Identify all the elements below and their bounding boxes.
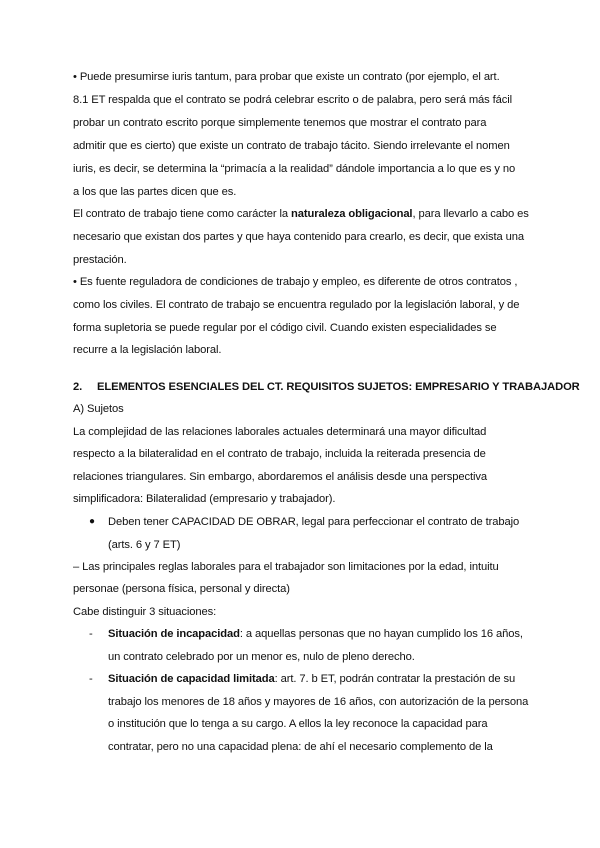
paragraph-line: probar un contrato escrito porque simplemente tenemos que mostrar el contrato para bbox=[73, 117, 487, 129]
text-run: El contrato de trabajo tiene como carácter la bbox=[73, 208, 292, 220]
paragraph-line: relaciones triangulares. Sin embargo, abordaremos el análisis desde una perspectiva bbox=[73, 471, 487, 483]
bullet-text: (arts. 6 y 7 ET) bbox=[108, 539, 181, 551]
section-number: 2. bbox=[73, 381, 83, 393]
bold-term: naturaleza obligacional bbox=[291, 208, 413, 220]
paragraph-line: iuris, es decir, se determina la “primacía a la realidad” dándole importancia a lo que es y no bbox=[73, 163, 516, 175]
dash-marker: - bbox=[89, 673, 93, 685]
text-run: , para llevarlo a cabo es bbox=[412, 208, 529, 220]
paragraph-line: admitir que es cierto) que existe un contrato de trabajo tácito. Siendo irrelevante el nomen bbox=[73, 140, 510, 152]
paragraph-line: • Es fuente reguladora de condiciones de trabajo y empleo, es diferente de otros contratos , bbox=[73, 276, 518, 288]
paragraph-line: como los civiles. El contrato de trabajo se encuentra regulado por la legislación laboral, y de bbox=[73, 299, 520, 311]
subheading: A) Sujetos bbox=[73, 403, 124, 415]
text-run: : a aquellas personas que no hayan cumplido los 16 años, bbox=[239, 628, 523, 640]
section-title: ELEMENTOS ESENCIALES DEL CT. REQUISITOS SUJETOS: EMPRESARIO Y TRABAJADOR bbox=[97, 381, 580, 393]
list-item bbox=[108, 672, 515, 686]
text-run: : art. 7. b ET, podrán contratar la prestación de su bbox=[274, 673, 516, 685]
paragraph-line: • Puede presumirse iuris tantum, para probar que existe un contrato (por ejemplo, el art. bbox=[73, 71, 500, 83]
paragraph-line: necesario que existan dos partes y que haya contenido para crearlo, es decir, que exista una bbox=[73, 231, 525, 243]
list-item bbox=[108, 627, 523, 641]
paragraph-line: – Las principales reglas laborales para el trabajador son limitaciones por la edad, intuitu bbox=[73, 561, 499, 573]
list-item-line: contratar, pero no una capacidad plena: de ahí el necesario complemento de la bbox=[108, 741, 493, 753]
bullet-icon: ● bbox=[89, 516, 95, 527]
dash-marker: - bbox=[89, 628, 93, 640]
list-item-line: un contrato celebrado por un menor es, nulo de pleno derecho. bbox=[108, 651, 415, 663]
paragraph-line: simplificadora: Bilateralidad (empresario y trabajador). bbox=[73, 493, 336, 505]
paragraph-line: Cabe distinguir 3 situaciones: bbox=[73, 606, 217, 618]
paragraph-line: a los que las partes dicen que es. bbox=[73, 186, 237, 198]
bullet-text: Deben tener CAPACIDAD DE OBRAR, legal para perfeccionar el contrato de trabajo bbox=[108, 516, 520, 528]
paragraph-line: respecto a la bilateralidad en el contrato de trabajo, incluida la reiterada presencia de bbox=[73, 448, 486, 460]
paragraph-line: prestación. bbox=[73, 254, 127, 266]
paragraph-line bbox=[73, 207, 529, 221]
paragraph-line: recurre a la legislación laboral. bbox=[73, 344, 222, 356]
bold-term: Situación de capacidad limitada bbox=[108, 673, 275, 685]
paragraph-line: 8.1 ET respalda que el contrato se podrá celebrar escrito o de palabra, pero será más fácil bbox=[73, 94, 513, 106]
list-item-line: o institución que lo tenga a su cargo. A ellos la ley reconoce la capacidad para bbox=[108, 718, 488, 730]
paragraph-line: forma supletoria se puede regular por el código civil. Cuando existen especialidades se bbox=[73, 322, 497, 334]
list-item-line: trabajo los menores de 18 años y mayores de 16 años, con autorización de la persona bbox=[108, 696, 529, 708]
bold-term: Situación de incapacidad bbox=[108, 628, 240, 640]
paragraph-line: personae (persona física, personal y directa) bbox=[73, 583, 290, 595]
paragraph-line: La complejidad de las relaciones laborales actuales determinará una mayor dificultad bbox=[73, 426, 487, 438]
